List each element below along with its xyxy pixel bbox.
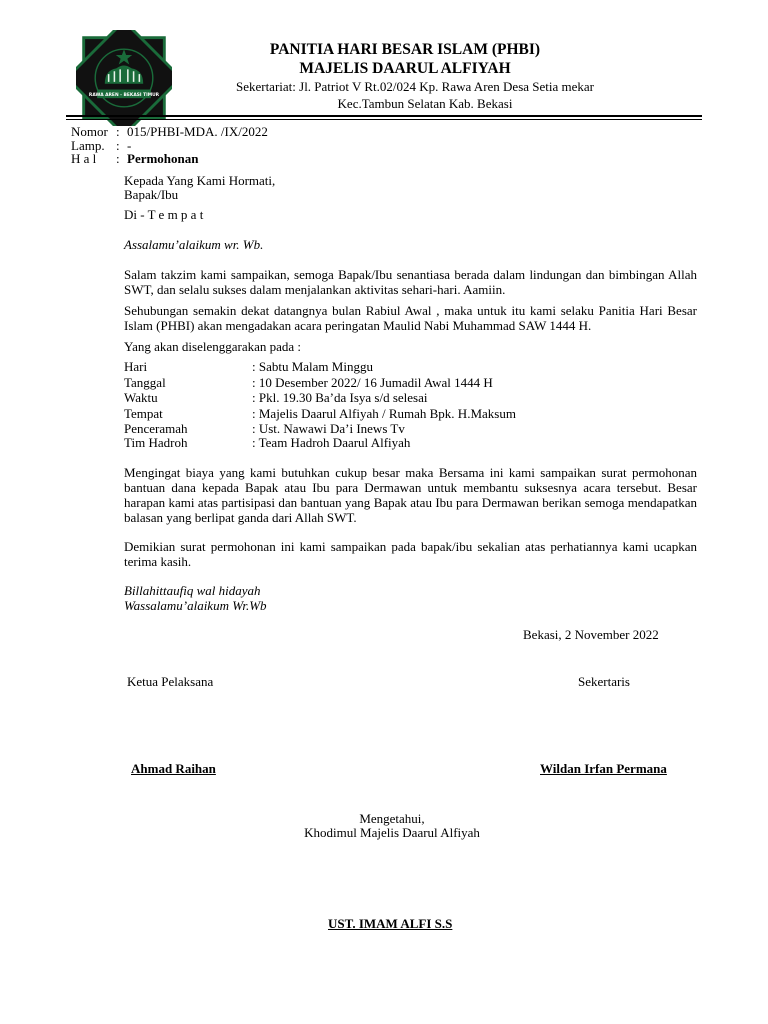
schedule-label-waktu: Waktu [124, 390, 158, 405]
right-signer-role: Sekertaris [578, 674, 630, 689]
schedule-value-tim-hadroh: : Team Hadroh Daarul Alfiyah [252, 435, 411, 450]
left-signer-name: Ahmad Raihan [131, 761, 216, 776]
org-title-line2: MAJELIS DAARUL ALFIYAH [299, 60, 511, 77]
right-signer-name: Wildan Irfan Permana [540, 761, 667, 776]
schedule-label-tempat: Tempat [124, 406, 163, 421]
letter-date: Bekasi, 2 November 2022 [523, 627, 659, 642]
logo-caption: RAWA AREN - BEKASI TIMUR [88, 92, 160, 98]
ack-line2: Khodimul Majelis Daarul Alfiyah [304, 825, 480, 840]
nomor-value: 015/PHBI-MDA. /IX/2022 [127, 124, 268, 139]
recipient-place: Di - T e m p a t [124, 207, 204, 222]
org-title-line1: PANITIA HARI BESAR ISLAM (PHBI) [269, 41, 541, 58]
recipient-line2: Bapak/Ibu [124, 187, 179, 202]
schedule-value-hari: : Sabtu Malam Minggu [252, 359, 373, 374]
schedule-intro: Yang akan diselenggarakan pada : [124, 339, 302, 354]
left-signer-role: Ketua Pelaksana [127, 674, 214, 689]
hal-value: Permohonan [127, 151, 199, 166]
hal-colon: : [116, 151, 120, 166]
schedule-value-tempat: : Majelis Daarul Alfiyah / Rumah Bpk. H.Maksum [252, 406, 516, 421]
schedule-label-tanggal: Tanggal [124, 375, 166, 390]
hal-label: H a l [71, 151, 97, 166]
schedule-label-hari: Hari [124, 359, 148, 374]
lamp-label: Lamp. [71, 138, 105, 153]
schedule-value-penceramah: : Ust. Nawawi Da’i Inews Tv [252, 421, 405, 436]
schedule-label-tim-hadroh: Tim Hadroh [124, 435, 188, 450]
ack-line1: Mengetahui, [359, 811, 425, 826]
recipient-line1: Kepada Yang Kami Hormati, [124, 173, 276, 188]
schedule-value-waktu: : Pkl. 19.30 Ba’da Isya s/d selesai [252, 390, 428, 405]
address-line2: Kec.Tambun Selatan Kab. Bekasi [337, 96, 513, 111]
paragraph-opening: Salam takzim kami sampaikan, semoga Bapak/Ibu senantiasa berada dalam lindungan dan bimbingan Allah SWT, dan selalu sukses dalam menjalankan aktivitas sehari-hari. Aamiin. [124, 267, 697, 297]
nomor-colon: : [116, 124, 120, 139]
nomor-label: Nomor [71, 124, 108, 139]
ack-signer-name: UST. IMAM ALFI S.S [328, 916, 453, 931]
schedule-label-penceramah: Penceramah [124, 421, 188, 436]
lamp-colon: : [116, 138, 120, 153]
organization-logo [76, 30, 172, 126]
paragraph-request: Mengingat biaya yang kami butuhkan cukup besar maka Bersama ini kami sampaikan surat permohonan bantuan dana kepada Bapak atau Ibu para Dermawan untuk membantu suksesnya acara tersebut. Besar harapan kami atas partisipasi dan bantuan yang Bapak atau Ibu para Dermawan berikan semoga mendapatkan balasan yang berlipat ganda dari Allah SWT. [124, 465, 697, 525]
closing-line2: Wassalamu’alaikum Wr.Wb [124, 598, 267, 613]
address-line1: Sekertariat: Jl. Patriot V Rt.02/024 Kp. Rawa Aren Desa Setia mekar [235, 79, 595, 94]
greeting: Assalamu’alaikum wr. Wb. [124, 237, 264, 252]
schedule-value-tanggal: : 10 Desember 2022/ 16 Jumadil Awal 1444 H [252, 375, 493, 390]
lamp-value: - [127, 138, 132, 153]
header-divider-thick [66, 115, 702, 117]
header-divider-thin [66, 119, 702, 120]
paragraph-purpose: Sehubungan semakin dekat datangnya bulan Rabiul Awal , maka untuk itu kami selaku Panitia Hari Besar Islam (PHBI) akan mengadakan acara peringatan Maulid Nabi Muhammad SAW 1444 H. [124, 303, 697, 333]
paragraph-closing: Demikian surat permohonan ini kami sampaikan pada bapak/ibu sekalian atas perhatiannya kami ucapkan terima kasih. [124, 539, 697, 569]
closing-line1: Billahittaufiq wal hidayah [124, 583, 261, 598]
